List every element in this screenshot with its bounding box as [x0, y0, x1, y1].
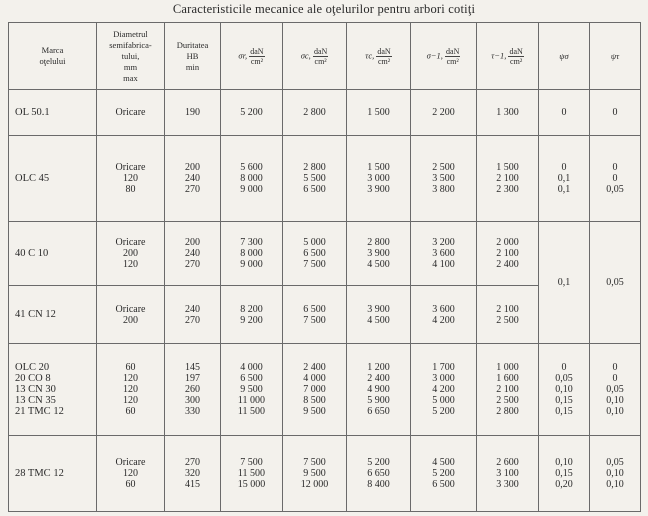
psi-tau-cell: [590, 436, 641, 512]
psi-sigma-cell: [539, 90, 590, 136]
cell-line: 0,10: [555, 384, 573, 395]
cell-line: min: [185, 61, 200, 72]
cell-line: Marca: [41, 45, 64, 55]
sigma-minus-1-cell: [411, 436, 477, 512]
cell-line: 3 800: [432, 184, 455, 195]
cell-line: 2 600: [496, 457, 519, 468]
cell-line: 5 000: [303, 237, 326, 248]
table-row: [9, 90, 641, 136]
cell-line: 41 CN 12: [15, 309, 56, 320]
cell-line: 240: [185, 248, 200, 259]
cell-line: 11 500: [237, 468, 266, 479]
cell-line: 120: [123, 373, 138, 384]
psi-tau-cell: [590, 136, 641, 222]
cell-line: 6 500: [240, 373, 263, 384]
cell-line: 60: [125, 362, 136, 373]
cell-line: 2 800: [303, 162, 326, 173]
psi-sigma-cell: [539, 344, 590, 436]
hardness-cell: [165, 222, 221, 286]
cell-line: OLC 45: [15, 173, 50, 184]
cell-line: Diametrul: [113, 28, 148, 39]
cell-line: 1 500: [367, 162, 390, 173]
cell-line: 0,10: [606, 406, 624, 417]
cell-line: 5 500: [303, 173, 326, 184]
sigma-minus-1-cell: [411, 344, 477, 436]
cell-line: 197: [185, 373, 200, 384]
cell-line: 2 100: [496, 248, 519, 259]
cell-line: 330: [185, 406, 200, 417]
cell-line: 0,15: [555, 395, 573, 406]
diameter-cell: [97, 90, 165, 136]
header-diameter: [97, 23, 165, 90]
hardness-cell: [165, 286, 221, 344]
cell-line: 1 000: [496, 362, 519, 373]
header-sigma-c: σc, $\frac{\text{daN}}{\text{cm²}}$: [283, 23, 347, 90]
cell-line: 2 400: [303, 362, 326, 373]
sigma-r-cell: [221, 344, 283, 436]
cell-line: 0: [561, 107, 567, 118]
steel-grade: [9, 344, 97, 436]
header-sigma-minus-1: σ−1, $\frac{\text{daN}}{\text{cm²}}$: [411, 23, 477, 90]
cell-line: 0,05: [606, 384, 624, 395]
cell-line: 20 CO 8: [15, 373, 51, 384]
steel-grade: [9, 436, 97, 512]
diameter-cell: [97, 136, 165, 222]
cell-line: 3 900: [367, 248, 390, 259]
cell-line: 0,15: [555, 406, 573, 417]
cell-line: 4 200: [432, 384, 455, 395]
cell-line: 3 600: [432, 248, 455, 259]
cell-line: 3 600: [432, 303, 455, 315]
tau-c-cell: [347, 90, 411, 136]
cell-line: max: [123, 72, 138, 83]
steel-grade: [9, 286, 97, 344]
sigma-r-cell: [221, 286, 283, 344]
cell-line: 0,20: [555, 479, 573, 490]
tau-c-cell: [347, 136, 411, 222]
cell-line: 270: [185, 314, 200, 326]
cell-line: 7 500: [303, 259, 326, 270]
tau-minus-1-cell: [477, 344, 539, 436]
cell-line: 15 000: [237, 479, 266, 490]
hardness-cell: [165, 344, 221, 436]
diameter-cell: [97, 344, 165, 436]
cell-line: 5 600: [240, 162, 263, 173]
cell-line: 8 000: [240, 248, 263, 259]
header-row: [9, 23, 641, 90]
table-title: Caracteristicile mecanice ale oţelurilor pentru arbori cotiţi: [172, 2, 476, 16]
header-psi-tau: ψτ: [590, 23, 641, 90]
cell-line: 1 500: [367, 107, 390, 118]
tau-c-cell: [347, 436, 411, 512]
cell-line: 6 650: [367, 406, 390, 417]
steel-grade: [9, 90, 97, 136]
cell-line: 28 TMC 12: [15, 468, 64, 479]
cell-line: 9 000: [240, 259, 263, 270]
cell-line: Oricare: [115, 457, 146, 468]
cell-line: 0,10: [555, 457, 573, 468]
cell-line: 9 000: [240, 184, 263, 195]
cell-line: 6 500: [303, 184, 326, 195]
cell-line: 0,10: [606, 468, 624, 479]
cell-line: 1 700: [432, 362, 455, 373]
cell-line: 120: [123, 468, 138, 479]
cell-line: 5 200: [432, 468, 455, 479]
cell-line: 2 100: [496, 384, 519, 395]
hardness-cell: [165, 136, 221, 222]
cell-line: 190: [185, 107, 200, 118]
cell-line: Oricare: [115, 162, 146, 173]
cell-line: 2 800: [367, 237, 390, 248]
cell-line: 4 100: [432, 259, 455, 270]
tau-minus-1-cell: [477, 136, 539, 222]
cell-line: 8 500: [303, 395, 326, 406]
cell-line: 120: [123, 259, 138, 270]
psi-sigma-cell: [539, 136, 590, 222]
cell-line: 4 500: [367, 314, 390, 326]
sigma-r-cell: [221, 90, 283, 136]
cell-line: 0,10: [606, 395, 624, 406]
cell-line: 320: [185, 468, 200, 479]
sigma-c-cell: [283, 436, 347, 512]
cell-line: 13 CN 30: [15, 384, 56, 395]
psi-tau-cell: [590, 344, 641, 436]
cell-line: 2 000: [496, 237, 519, 248]
cell-line: 2 300: [496, 184, 519, 195]
cell-line: Oricare: [115, 107, 146, 118]
header-sigma-r: σr, $\frac{\text{daN}}{\text{cm²}}$: [221, 23, 283, 90]
psi-tau-cell: 0,05: [590, 222, 641, 344]
table-row: [9, 222, 641, 286]
tau-c-cell: [347, 222, 411, 286]
cell-line: 8 400: [367, 479, 390, 490]
tau-minus-1-cell: [477, 90, 539, 136]
header-grade: [9, 23, 97, 90]
header-psi-sigma: ψσ: [539, 23, 590, 90]
cell-line: 2 500: [496, 395, 519, 406]
header-tau-minus-1: τ−1, $\frac{\text{daN}}{\text{cm²}}$: [477, 23, 539, 90]
table-row: [9, 436, 641, 512]
cell-line: 200: [185, 162, 200, 173]
table-row: [9, 136, 641, 222]
sigma-minus-1-cell: [411, 136, 477, 222]
cell-line: 8 000: [240, 173, 263, 184]
cell-line: 0: [612, 162, 618, 173]
cell-line: 120: [123, 173, 138, 184]
cell-line: 3 100: [496, 468, 519, 479]
cell-line: 120: [123, 395, 138, 406]
cell-line: 2 100: [496, 173, 519, 184]
cell-line: 0: [561, 162, 567, 173]
cell-line: mm: [123, 61, 138, 72]
cell-line: 7 500: [303, 457, 326, 468]
sigma-r-cell: [221, 222, 283, 286]
cell-line: 0: [561, 362, 567, 373]
cell-line: 3 500: [432, 173, 455, 184]
cell-line: 0,05: [606, 184, 624, 195]
cell-line: 9 200: [240, 314, 263, 326]
cell-line: 5 200: [367, 457, 390, 468]
cell-line: 5 200: [240, 107, 263, 118]
steel-grade: [9, 136, 97, 222]
cell-line: 8 200: [240, 303, 263, 315]
psi-tau-cell: [590, 90, 641, 136]
cell-line: 0,10: [606, 479, 624, 490]
diameter-cell: [97, 222, 165, 286]
cell-line: 9 500: [240, 384, 263, 395]
sigma-c-cell: [283, 136, 347, 222]
tau-c-cell: [347, 344, 411, 436]
cell-line: 5 200: [432, 406, 455, 417]
cell-line: 1 500: [496, 162, 519, 173]
cell-line: 0,1: [557, 173, 571, 184]
cell-line: 0: [612, 373, 618, 384]
cell-line: 11 000: [237, 395, 266, 406]
psi-sigma-cell: [539, 436, 590, 512]
diameter-cell: [97, 286, 165, 344]
header-hardness: [165, 23, 221, 90]
cell-line: 4 000: [303, 373, 326, 384]
sigma-minus-1-cell: [411, 222, 477, 286]
hardness-cell: [165, 90, 221, 136]
tau-minus-1-cell: [477, 286, 539, 344]
mechanical-properties-table: [8, 22, 641, 512]
cell-line: 11 500: [237, 406, 266, 417]
cell-line: 145: [185, 362, 200, 373]
cell-line: 2 800: [303, 107, 326, 118]
cell-line: 270: [185, 259, 200, 270]
cell-line: 7 500: [240, 457, 263, 468]
cell-line: 7 500: [303, 314, 326, 326]
tau-minus-1-cell: [477, 436, 539, 512]
cell-line: OL 50.1: [15, 107, 50, 118]
psi-sigma-cell: 0,1: [539, 222, 590, 344]
cell-line: 3 300: [496, 479, 519, 490]
sigma-c-cell: [283, 344, 347, 436]
cell-line: 13 CN 35: [15, 395, 56, 406]
header-tau-c: τc, $\frac{\text{daN}}{\text{cm²}}$: [347, 23, 411, 90]
cell-line: 2 500: [432, 162, 455, 173]
cell-line: semifabrica-: [109, 39, 152, 50]
tau-minus-1-cell: [477, 222, 539, 286]
sigma-r-cell: [221, 136, 283, 222]
cell-line: 1 200: [367, 362, 390, 373]
cell-line: 4 500: [432, 457, 455, 468]
cell-line: 3 000: [432, 373, 455, 384]
cell-line: 0,15: [555, 468, 573, 479]
cell-line: 0,05: [555, 373, 573, 384]
cell-line: 3 900: [367, 303, 390, 315]
cell-line: 2 400: [496, 259, 519, 270]
cell-line: 6 500: [303, 248, 326, 259]
steel-grade: [9, 222, 97, 286]
cell-line: 240: [185, 173, 200, 184]
cell-line: 4 900: [367, 384, 390, 395]
sigma-c-cell: [283, 286, 347, 344]
cell-line: 0: [612, 173, 618, 184]
cell-line: 4 500: [367, 259, 390, 270]
cell-line: 200: [123, 314, 138, 326]
sigma-c-cell: [283, 222, 347, 286]
cell-line: 3 900: [367, 184, 390, 195]
sigma-r-cell: [221, 436, 283, 512]
cell-line: 2 500: [496, 314, 519, 326]
cell-line: 21 TMC 12: [15, 406, 64, 417]
cell-line: Oricare: [115, 303, 146, 315]
sigma-minus-1-cell: [411, 90, 477, 136]
cell-line: 4 200: [432, 314, 455, 326]
cell-line: 6 650: [367, 468, 390, 479]
cell-line: 415: [185, 479, 200, 490]
cell-line: 4 000: [240, 362, 263, 373]
cell-line: 270: [185, 457, 200, 468]
cell-line: 5 000: [432, 395, 455, 406]
cell-line: 9 500: [303, 406, 326, 417]
cell-line: 1 300: [496, 107, 519, 118]
cell-line: oţelului: [39, 56, 66, 66]
cell-line: 40 C 10: [15, 248, 49, 259]
table-row: [9, 344, 641, 436]
cell-line: 2 100: [496, 303, 519, 315]
cell-line: 1 600: [496, 373, 519, 384]
cell-line: 0: [612, 362, 618, 373]
cell-line: 270: [185, 184, 200, 195]
cell-line: 240: [185, 303, 200, 315]
cell-line: 80: [125, 184, 136, 195]
cell-line: Oricare: [115, 237, 146, 248]
cell-line: 2 400: [367, 373, 390, 384]
cell-line: 2 800: [496, 406, 519, 417]
cell-line: OLC 20: [15, 362, 50, 373]
cell-line: 300: [185, 395, 200, 406]
cell-line: HB: [186, 50, 199, 61]
cell-line: 200: [185, 237, 200, 248]
cell-line: 120: [123, 384, 138, 395]
cell-line: 0: [612, 107, 618, 118]
cell-line: 12 000: [300, 479, 329, 490]
cell-line: 9 500: [303, 468, 326, 479]
cell-line: 5 900: [367, 395, 390, 406]
cell-line: 3 200: [432, 237, 455, 248]
sigma-c-cell: [283, 90, 347, 136]
cell-line: 7 300: [240, 237, 263, 248]
cell-line: tului,: [121, 50, 140, 61]
cell-line: 0,1: [557, 184, 571, 195]
sigma-minus-1-cell: [411, 286, 477, 344]
cell-line: 60: [125, 479, 136, 490]
cell-line: 6 500: [432, 479, 455, 490]
cell-line: 60: [125, 406, 136, 417]
cell-line: 200: [123, 248, 138, 259]
cell-line: 260: [185, 384, 200, 395]
cell-line: 6 500: [303, 303, 326, 315]
tau-c-cell: [347, 286, 411, 344]
cell-line: 2 200: [432, 107, 455, 118]
cell-line: 7 000: [303, 384, 326, 395]
cell-line: 0,05: [606, 457, 624, 468]
hardness-cell: [165, 436, 221, 512]
cell-line: Duritatea: [176, 39, 209, 50]
diameter-cell: [97, 436, 165, 512]
cell-line: 3 000: [367, 173, 390, 184]
